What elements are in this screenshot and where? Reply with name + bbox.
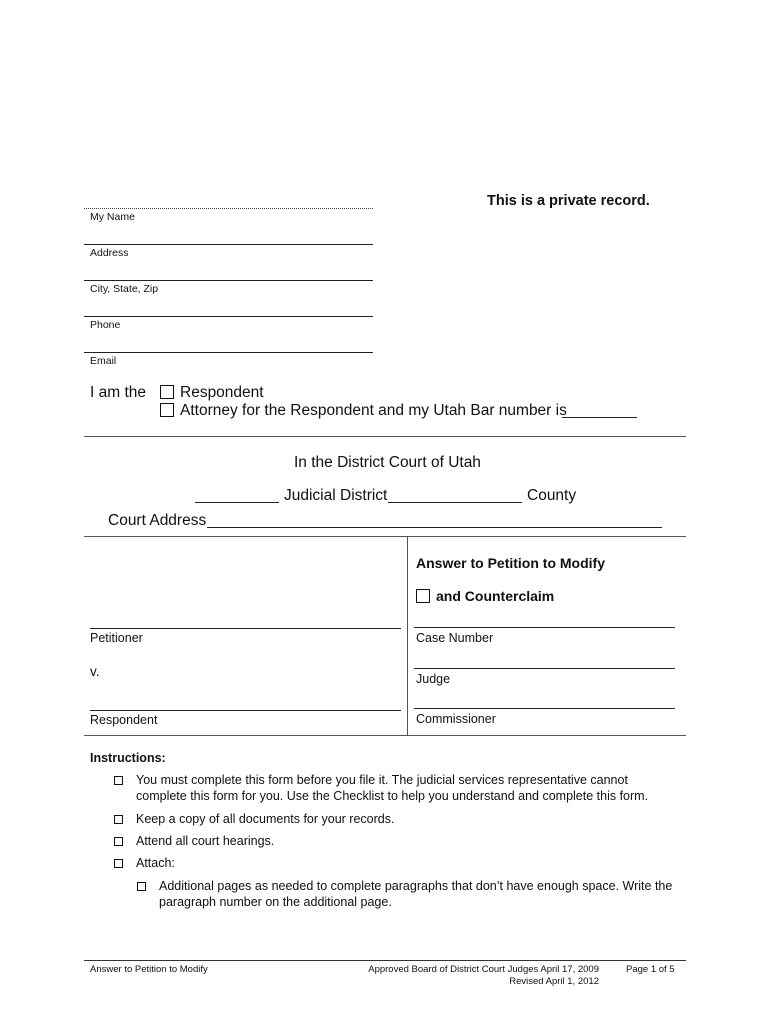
respondent-label: Respondent bbox=[90, 713, 158, 727]
respondent-line[interactable] bbox=[90, 710, 401, 711]
footer-revised: Revised April 1, 2012 bbox=[509, 976, 599, 987]
commissioner-line[interactable] bbox=[414, 708, 675, 709]
role-prefix: I am the bbox=[90, 384, 146, 401]
instruction-1-line2: complete this form for you. Use the Checklist to help you understand and complete this form. bbox=[136, 789, 649, 803]
address-label: Address bbox=[90, 247, 129, 259]
phone-label: Phone bbox=[90, 319, 121, 331]
petitioner-line[interactable] bbox=[90, 628, 401, 629]
footer-approved: Approved Board of District Court Judges April 17, 2009 bbox=[368, 964, 599, 975]
private-record-notice: This is a private record. bbox=[487, 193, 650, 209]
counterclaim-label: and Counterclaim bbox=[436, 588, 555, 604]
email-line[interactable] bbox=[84, 352, 373, 353]
city-state-zip-line[interactable] bbox=[84, 280, 373, 281]
judge-line[interactable] bbox=[414, 668, 675, 669]
email-label: Email bbox=[90, 355, 117, 367]
instruction-4-text: Attach: bbox=[136, 856, 175, 870]
instruction-1-line1: You must complete this form before you file it. The judicial services representative cannot bbox=[136, 773, 628, 787]
attach-sub-checkbox[interactable] bbox=[137, 882, 146, 891]
instruction-2-text: Keep a copy of all documents for your records. bbox=[136, 812, 395, 826]
caption-top-border bbox=[84, 536, 686, 537]
county-label: County bbox=[527, 487, 577, 504]
attorney-option-label: Attorney for the Respondent and my Utah Bar number is bbox=[180, 402, 567, 419]
footer-page-number: Page 1 of 5 bbox=[626, 964, 675, 975]
instruction-3-text: Attend all court hearings. bbox=[136, 834, 275, 848]
district-blank[interactable] bbox=[195, 502, 279, 503]
phone-line[interactable] bbox=[84, 316, 373, 317]
city-state-zip-label: City, State, Zip bbox=[90, 283, 159, 295]
counterclaim-checkbox[interactable] bbox=[416, 589, 430, 603]
instruction-checkbox-1[interactable] bbox=[114, 776, 123, 785]
court-address-label: Court Address bbox=[108, 512, 207, 529]
case-number-line[interactable] bbox=[414, 627, 675, 628]
respondent-option-label: Respondent bbox=[180, 384, 264, 401]
court-address-blank[interactable] bbox=[207, 527, 662, 528]
commissioner-label: Commissioner bbox=[416, 712, 496, 726]
case-number-label: Case Number bbox=[416, 631, 494, 645]
caption-divider bbox=[407, 536, 408, 735]
versus-label: v. bbox=[90, 664, 100, 679]
document-title: Answer to Petition to Modify bbox=[416, 555, 605, 571]
name-label: My Name bbox=[90, 211, 135, 223]
caption-bottom-border bbox=[84, 735, 686, 736]
instruction-checkbox-3[interactable] bbox=[114, 837, 123, 846]
bar-number-blank[interactable] bbox=[562, 417, 637, 418]
attach-sub-line1: Additional pages as needed to complete paragraphs that don’t have enough space. Write the bbox=[159, 879, 673, 893]
instructions-heading: Instructions: bbox=[90, 751, 166, 765]
court-title: In the District Court of Utah bbox=[294, 454, 481, 471]
judicial-district-label: Judicial District bbox=[284, 487, 388, 504]
footer-rule bbox=[84, 960, 686, 961]
judge-label: Judge bbox=[416, 672, 451, 686]
petitioner-label: Petitioner bbox=[90, 631, 143, 645]
name-line[interactable] bbox=[84, 208, 373, 209]
address-line[interactable] bbox=[84, 244, 373, 245]
section-divider bbox=[84, 436, 686, 437]
instruction-checkbox-4[interactable] bbox=[114, 859, 123, 868]
respondent-checkbox[interactable] bbox=[160, 385, 174, 399]
attorney-checkbox[interactable] bbox=[160, 403, 174, 417]
attach-sub-line2: paragraph number on the additional page. bbox=[159, 895, 392, 909]
footer-form-name: Answer to Petition to Modify bbox=[90, 964, 208, 975]
instruction-checkbox-2[interactable] bbox=[114, 815, 123, 824]
county-blank[interactable] bbox=[388, 502, 522, 503]
